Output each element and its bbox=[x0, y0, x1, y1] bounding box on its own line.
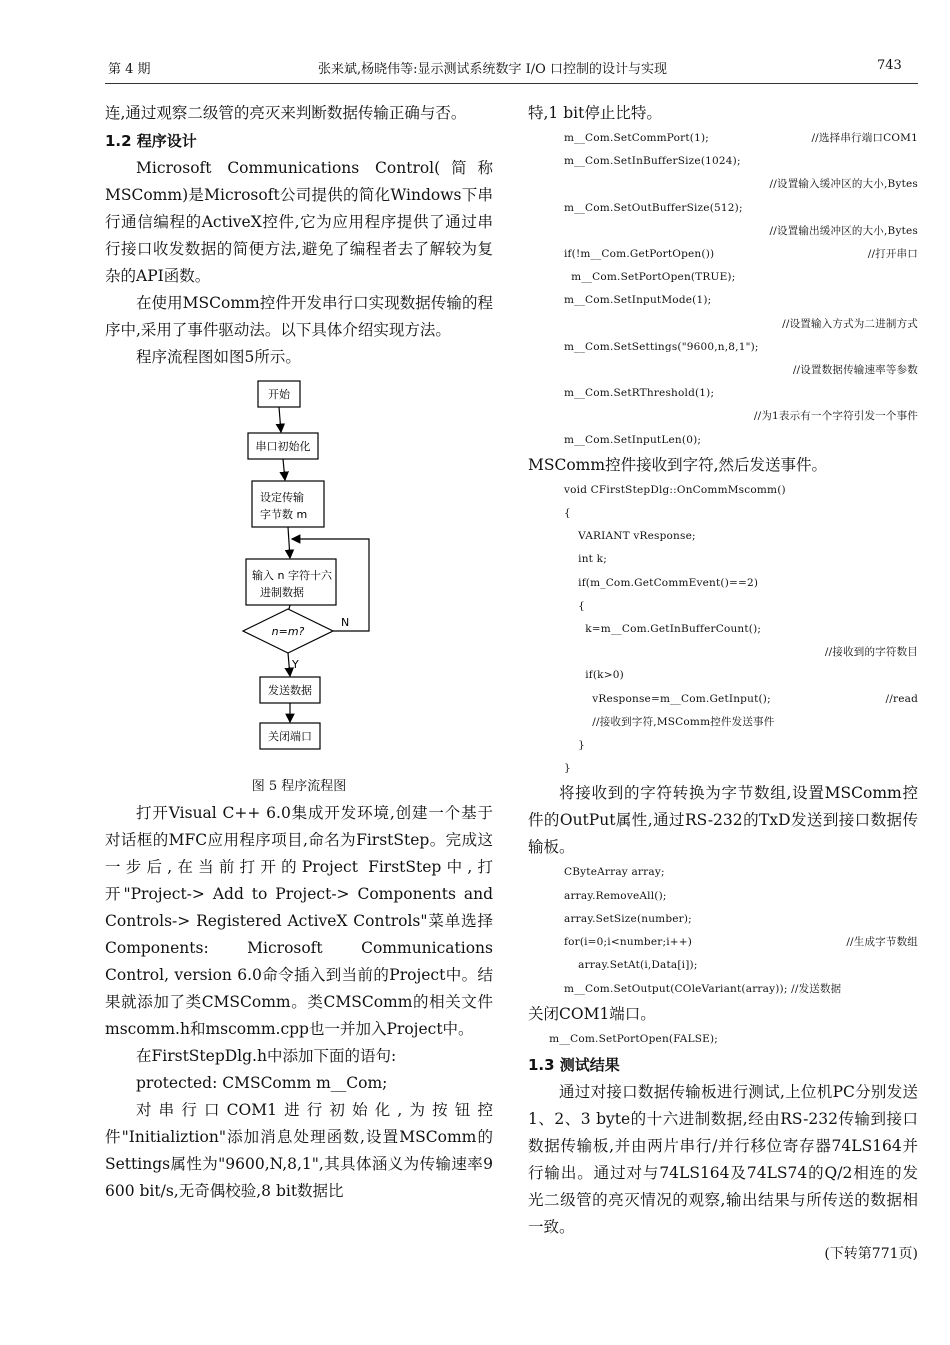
left-para-8: 对串行口COM1进行初始化,为按钮控件"Initializtion"添加消息处理函数,设置MSComm的Settings属性为"9600,N,8,1",其具体涵义为传输速率9 600 bit/s,无奇偶校验,8 bit数据比 bbox=[105, 1101, 493, 1200]
code-line: m__Com.SetInBufferSize(1024); bbox=[564, 155, 741, 168]
code-line: array.SetSize(number); bbox=[564, 912, 692, 925]
code-comment: //接收到的字符数目 bbox=[824, 646, 918, 659]
flow-send-label: 发送数据 bbox=[268, 684, 312, 697]
left-para-5: 打开Visual C++ 6.0集成开发环境,创建一个基于对话框的MFC应用程序项目,命名为FirstStep。完成这一步后,在当前打开的Project FirstStep中,打开"Project-> Add to Project-> Components and Controls-> Registered ActiveX Controls"菜单选择Components: Microsoft Communications Control, version 6.0命令插入到当前的Project中。结果就添加了类CMSComm。类CMSComm的相关文件mscomm.h和mscomm.cpp也一并加入Project中。 bbox=[105, 804, 493, 1038]
code-line: } bbox=[564, 762, 571, 775]
code-line: int k; bbox=[564, 553, 607, 566]
code-line bbox=[564, 243, 918, 266]
flow-arrow-2 bbox=[283, 459, 285, 480]
code-text: m__Com.SetCommPort(1); bbox=[564, 132, 710, 144]
code-comment: //选择串行端口COM1 bbox=[811, 132, 918, 144]
right-para-5: 通过对接口数据传输板进行测试,上位机PC分别发送1、2、3 byte的十六进制数据,经由RS-232传输到接口数据传输板,并由两片串行/并行移位寄存器74LS164并行输出。通过对与74LS164及74LS74的Q/2相连的发光二级管的亮灭情况的观察,输出结果与所传送的数据相一致。 bbox=[528, 1082, 918, 1236]
header-rule bbox=[105, 83, 918, 84]
code-line: m__Com.SetPortOpen(FALSE); bbox=[542, 1032, 719, 1045]
right-para-1: 特,1 bit停止比特。 bbox=[528, 104, 662, 122]
left-para-4: 程序流程图如图5所示。 bbox=[136, 348, 301, 366]
right-para-3: 将接收到的字符转换为字节数组,设置MSComm控件的OutPut属性,通过RS-232的TxD发送到接口数据传输板。 bbox=[528, 784, 918, 857]
code-line: VARIANT vResponse; bbox=[564, 530, 696, 543]
right-para-2: MSComm控件接收到字符,然后发送事件。 bbox=[528, 455, 828, 474]
code-comment: //设置数据传输速率等参数 bbox=[792, 364, 918, 377]
flow-init-label: 串口初始化 bbox=[255, 440, 311, 453]
flow-arrow-1 bbox=[279, 407, 281, 432]
code-line: { bbox=[564, 599, 586, 612]
code-line: k=m__Com.GetInBufferCount(); bbox=[564, 623, 762, 636]
right-para-4: 关闭COM1端口。 bbox=[528, 1004, 656, 1023]
code-comment: //设置输入方式为二进制方式 bbox=[782, 317, 918, 330]
header-title: 张来斌,杨晓伟等:显示测试系统数字 I/O 口控制的设计与实现 bbox=[318, 62, 667, 77]
left-para-2: Microsoft Communications Control(简称MSComm)是Microsoft公司提供的简化Windows下串行通信编程的ActiveX控件,它为应用程序提供了通过串行接口收发数据的简便方法,避免了编程者去了解较为复杂的API函数。 bbox=[105, 159, 493, 285]
code-line: void CFirstStepDlg::OnCommMscomm() bbox=[564, 483, 786, 496]
code-line: if(m_Com.GetCommEvent()==2) bbox=[564, 576, 759, 589]
code-block-4 bbox=[528, 1028, 918, 1051]
header-issue: 第 4 期 bbox=[108, 62, 151, 77]
code-line: m__Com.SetOutput(COleVariant(array)); //发送数据 bbox=[564, 982, 842, 995]
code-comment: //设置输入缓冲区的大小,Bytes bbox=[769, 178, 918, 191]
code-line: m__Com.SetRThreshold(1); bbox=[564, 387, 715, 400]
code-block-1 bbox=[528, 127, 918, 452]
code-line: m__Com.SetSettings("9600,n,8,1"); bbox=[564, 340, 759, 353]
left-para-3: 在使用MSComm控件开发串行口实现数据传输的程序中,采用了事件驱动法。以下具体介绍实现方法。 bbox=[105, 294, 493, 339]
flow-cond-label: n=m? bbox=[271, 625, 305, 638]
code-line: m__Com.SetInputMode(1); bbox=[564, 294, 712, 307]
flow-no-label: N bbox=[341, 616, 350, 629]
flow-input-label-1: 输入 n 字符十六 bbox=[252, 569, 332, 582]
code-line bbox=[564, 931, 918, 954]
code-comment: //为1表示有一个字符引发一个事件 bbox=[753, 410, 918, 423]
right-column bbox=[528, 100, 918, 1263]
code-text: for(i=0;i<number;i++) bbox=[564, 936, 693, 949]
code-comment: //设置输出缓冲区的大小,Bytes bbox=[769, 224, 918, 237]
code-comment: //生成字节数组 bbox=[846, 936, 918, 949]
section-heading-1-3: 1.3 测试结果 bbox=[528, 1055, 620, 1074]
code-comment: //read bbox=[885, 692, 918, 705]
left-para-6: 在FirstStepDlg.h中添加下面的语句: bbox=[136, 1047, 397, 1065]
code-line: m__Com.SetInputLen(0); bbox=[564, 433, 702, 446]
code-line: { bbox=[564, 507, 571, 520]
flowchart-svg bbox=[105, 371, 493, 771]
figure-caption: 图 5 程序流程图 bbox=[251, 779, 347, 794]
code-text: if(!m__Com.GetPortOpen()) bbox=[564, 248, 715, 261]
code-line: } bbox=[564, 739, 586, 752]
flow-set-label-1: 设定传输 bbox=[260, 491, 304, 504]
code-line: array.RemoveAll(); bbox=[564, 889, 667, 902]
flow-arrow-3 bbox=[288, 527, 290, 558]
flow-set-label-2: 字节数 m bbox=[260, 508, 308, 521]
left-para-7: protected: CMSComm m__Com; bbox=[136, 1074, 388, 1092]
code-block-2 bbox=[528, 479, 918, 781]
code-comment: //打开串口 bbox=[867, 248, 918, 261]
flow-input-label-2: 进制数据 bbox=[260, 586, 304, 599]
flow-yes-label: Y bbox=[292, 658, 299, 671]
code-text: vResponse=m__Com.GetInput(); bbox=[564, 692, 771, 705]
code-line bbox=[564, 127, 918, 150]
code-line bbox=[564, 688, 918, 711]
section-heading-1-2: 1.2 程序设计 bbox=[105, 132, 197, 150]
code-line: m__Com.SetOutBufferSize(512); bbox=[564, 201, 743, 214]
flow-close-label: 关闭端口 bbox=[268, 730, 312, 743]
left-column bbox=[105, 100, 493, 1205]
left-para-1: 连,通过观察二级管的亮灭来判断数据传输正确与否。 bbox=[105, 104, 467, 122]
code-line: array.SetAt(i,Data[i]); bbox=[564, 959, 698, 972]
continued-note: (下转第771页) bbox=[824, 1245, 918, 1262]
code-line: CByteArray array; bbox=[564, 866, 665, 879]
code-line: m__Com.SetPortOpen(TRUE); bbox=[564, 271, 736, 284]
header-page-number: 743 bbox=[877, 58, 902, 73]
flow-start-label: 开始 bbox=[268, 388, 290, 401]
code-line: //接收到字符,MSComm控件发送事件 bbox=[564, 715, 775, 728]
flow-arrow-5 bbox=[288, 653, 290, 676]
code-block-3 bbox=[528, 861, 918, 1000]
flowchart-figure bbox=[105, 371, 493, 771]
code-line: if(k>0) bbox=[564, 669, 624, 682]
